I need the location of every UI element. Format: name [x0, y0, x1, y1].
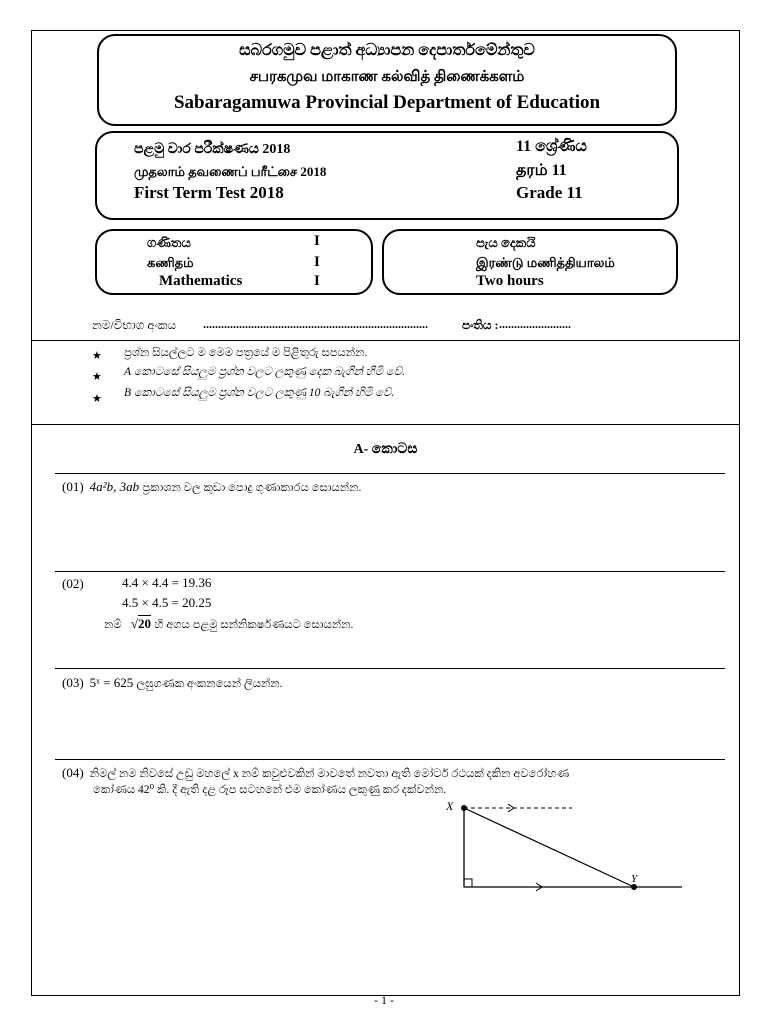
divider: [31, 424, 740, 425]
paper-number: I: [314, 254, 320, 270]
grade-sinhala: 11 ශ්‍රේණිය: [516, 138, 587, 155]
duration-sinhala: පැය දෙකයි: [476, 235, 536, 250]
subject-tamil: கணிதம்: [147, 255, 194, 270]
grade-tamil: தரம் 11: [516, 162, 567, 179]
name-index-label: නම/විභාග අංකය: [92, 318, 177, 332]
duration-box: [382, 229, 678, 295]
q3-expression: 5ˣ = 625: [89, 675, 134, 690]
star-bullet: ★: [92, 393, 102, 405]
instruction-3: B කොටසේ සියලුම ප්‍රශ්න වලට ලකුණු 10 බැගින් හිමි වේ.: [124, 387, 395, 399]
grade-english: Grade 11: [516, 183, 583, 202]
question-number: (01): [62, 479, 84, 494]
question-number: (04): [62, 765, 84, 780]
duration-tamil: இரண்டு மணித்தியாலம்: [476, 255, 615, 270]
sqrt-radicand: 20: [138, 616, 151, 631]
question-number: (03): [62, 675, 84, 690]
question-divider: [55, 473, 725, 474]
section-title: A- කොටස: [353, 442, 418, 457]
header-sinhala: සබරගමුව පළාත් අධ්‍යාපන දෙපාර්තමේන්තුව: [239, 42, 535, 59]
duration-english: Two hours: [476, 273, 544, 289]
q2-line3: [104, 616, 353, 632]
line-of-sight: [464, 808, 634, 887]
point-x: [461, 805, 467, 811]
exam-info-box: [95, 131, 679, 220]
star-bullet: ★: [92, 350, 102, 362]
header-tamil: சபரகமுவ மாகாண கல்வித் திணைக்களம்: [249, 69, 525, 85]
test-sinhala: පළමු වාර පරීක්ෂණය 2018: [134, 142, 291, 157]
q1-expression: 4a²b, 3ab: [89, 479, 140, 494]
q4-line2: කෝණය 42⁰ කි. දී ඇති දළ රූප සටහනේ එම කෝණය ලකුණු කර දක්වන්න.: [93, 784, 447, 796]
question-1: [62, 479, 361, 495]
question-divider: [55, 571, 725, 572]
class-dots[interactable]: ........................: [499, 317, 571, 331]
class-label: පංතිය :: [462, 318, 499, 332]
q2-line1: 4.4 × 4.4 = 19.36: [122, 575, 212, 590]
q1-text: ප්‍රකාශන වල කුඩා පොදු ගුණාකාරය සොයන්න.: [142, 482, 362, 494]
paper-number: I: [314, 273, 320, 289]
question-divider: [55, 759, 725, 760]
star-bullet: ★: [92, 371, 102, 383]
question-divider: [55, 668, 725, 669]
instruction-1: ප්‍රශ්න සියල්ලට ම මෙම පත්‍රයේ ම පිළිතුරු සපයන්න.: [124, 347, 368, 359]
q2-text: හි අගය පළමු සන්නිකර්ෂණයට සොයන්න.: [154, 619, 354, 631]
angle-diagram: [440, 800, 690, 900]
subject-english: Mathematics: [159, 273, 243, 289]
q2-prefix: නම්: [104, 619, 122, 631]
subject-sinhala: ගණිතය: [147, 235, 191, 250]
label-y: Y: [631, 873, 638, 885]
test-english: First Term Test 2018: [134, 183, 284, 202]
q2-line2: 4.5 × 4.5 = 20.25: [122, 595, 212, 610]
instruction-2: A කොටසේ සියලුම ප්‍රශ්න වලට ලකුණු දෙක බැගින් හිමි වේ.: [124, 366, 405, 378]
test-tamil: முதலாம் தவணைப் பரீட்சை 2018: [134, 164, 327, 179]
question-number: (02): [62, 576, 84, 591]
divider: [31, 340, 740, 341]
paper-number: I: [314, 233, 320, 249]
q4-line1: නිමල් නම නිවසේ උඩු මහලේ x නම් කවුළුවකින් මාවතේ නවතා ඇති මෝටර් රථයක් දකින අවරෝහණ: [89, 768, 570, 780]
question-4: [62, 765, 569, 781]
right-angle-marker: [464, 879, 472, 887]
question-3: [62, 675, 283, 691]
department-header-box: [97, 34, 677, 126]
page-number: - 1 -: [374, 993, 394, 1007]
sqrt-symbol: √20: [130, 616, 151, 631]
name-dots[interactable]: ...........................................................................: [203, 317, 428, 331]
q3-text: ලඝුගණක අංකනයෙන් ලියන්න.: [136, 678, 283, 690]
label-x: X: [446, 800, 454, 813]
subject-box: [95, 229, 373, 295]
header-english: Sabaragamuwa Provincial Department of Education: [173, 92, 601, 113]
